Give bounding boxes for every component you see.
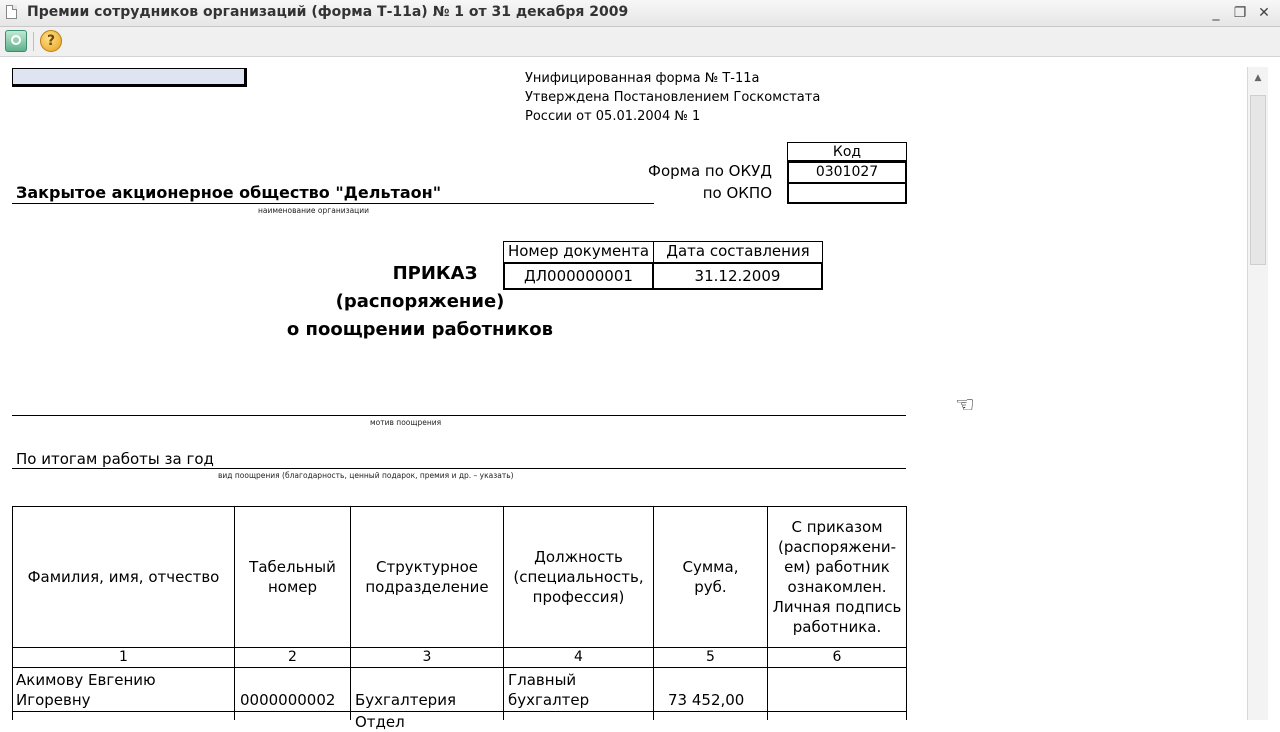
scroll-up-icon[interactable]: ▲: [1254, 73, 1262, 83]
table-number-divider: [12, 667, 906, 668]
table-header-signature: С приказом (распоряжени-ем) работник ознакомлен. Личная подпись работника.: [772, 518, 902, 636]
document-icon: [6, 5, 17, 19]
table-col-number: 5: [706, 649, 715, 665]
minimize-button[interactable]: _: [1212, 5, 1220, 21]
okpo-value: [787, 182, 907, 204]
reward-caption: вид поощрения (благодарность, ценный подарок, премия и др. – указать): [218, 471, 514, 480]
reward-type-text: По итогам работы за год: [16, 450, 214, 468]
okud-label: Форма по ОКУД: [648, 162, 772, 180]
hand-pointer-icon: ☜: [955, 393, 975, 418]
motive-underline: [12, 415, 906, 416]
toolbar-separator: [33, 32, 34, 51]
doc-number-value: ДЛ000000001: [503, 262, 654, 290]
title-line-directive: (распоряжение): [335, 291, 505, 312]
close-button[interactable]: ✕: [1258, 5, 1270, 21]
organization-underline: [12, 203, 654, 204]
doc-date-header: Дата составления: [653, 241, 823, 263]
printed-form: [0, 57, 1241, 731]
approval-text: Унифицированная форма № Т-11а Утверждена Постановлением Госкомстата России от 05.01.2004 № 1: [525, 71, 821, 124]
table-row-divider: [12, 711, 906, 712]
organization-name: Закрытое акционерное общество "Дельтаон": [16, 183, 442, 202]
table-header-divider: [12, 647, 906, 648]
okud-value: 0301027: [787, 161, 907, 184]
table-header-department: Структурное подразделение: [365, 558, 489, 596]
restore-button[interactable]: ❐: [1233, 5, 1247, 21]
motive-caption: мотив поощрения: [370, 418, 442, 427]
employee-tab-number: 0000000002: [240, 691, 336, 709]
doc-number-header: Номер документа: [503, 241, 654, 263]
scroll-thumb[interactable]: [1250, 95, 1266, 265]
doc-date-value: 31.12.2009: [652, 262, 823, 290]
employee-department: Бухгалтерия: [355, 691, 456, 709]
table-header-name: Фамилия, имя, отчество: [27, 568, 220, 586]
table-col-number: 1: [119, 649, 128, 665]
table-col-number: 3: [422, 649, 432, 665]
code-header: Код: [787, 142, 907, 161]
title-line-order: ПРИКАЗ: [392, 263, 478, 284]
table-col-line: [906, 506, 907, 720]
table-header-amount: Сумма, руб.: [682, 558, 739, 596]
okpo-label: по ОКПО: [702, 184, 772, 202]
reward-underline: [12, 468, 906, 469]
organization-caption: наименование организации: [258, 206, 370, 215]
document-title: [270, 260, 570, 344]
window-title: Премии сотрудников организаций (форма Т-11а) № 1 от 31 декабря 2009: [27, 4, 629, 20]
table-header-position: Должность (специальность, профессия): [513, 548, 644, 606]
help-icon[interactable]: ?: [40, 30, 62, 52]
vertical-scrollbar[interactable]: [1247, 67, 1268, 720]
window-title-bar: [0, 0, 1280, 27]
table-header-tab-number: Табельный номер: [249, 558, 336, 596]
next-row-department-partial: Отдел: [355, 713, 405, 731]
title-line-subject: о поощрении работников: [286, 319, 554, 340]
employee-name: Акимову Евгению Игоревну: [16, 671, 156, 709]
table-col-number: 6: [832, 649, 842, 665]
organization-selector-field[interactable]: [12, 68, 247, 87]
toolbar: [0, 27, 1280, 57]
table-col-number: 2: [288, 649, 297, 665]
table-col-number: 4: [574, 649, 583, 665]
employee-position: Главный бухгалтер: [508, 671, 590, 709]
employee-amount: 73 452,00: [668, 691, 745, 709]
save-copy-icon[interactable]: [5, 30, 27, 52]
